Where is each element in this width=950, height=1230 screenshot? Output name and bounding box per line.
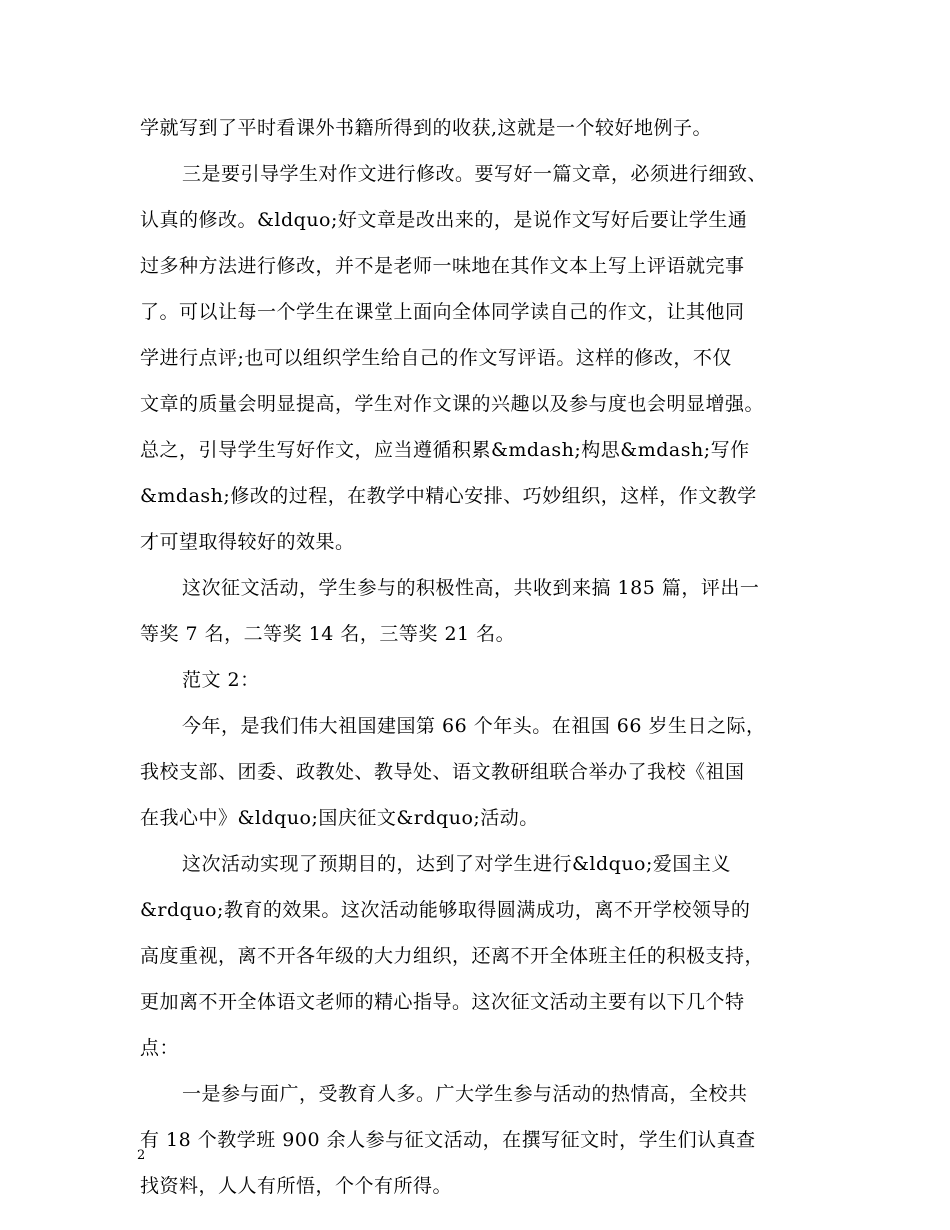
body-text-line: 文章的质量会明显提高，学生对作文课的兴趣以及参与度也会明显增强。 <box>140 393 765 415</box>
body-text-line: 有 18 个教学班 900 余人参与征文活动，在撰写征文时，学生们认真查 <box>140 1129 756 1151</box>
body-text-line: 更加离不开全体语文老师的精心指导。这次征文活动主要有以下几个特 <box>140 991 745 1013</box>
body-text-line: 在我心中》&ldquo;国庆征文&rdquo;活动。 <box>140 807 539 829</box>
body-text-line: 学就写到了平时看课外书籍所得到的收获,这就是一个较好地例子。 <box>140 117 713 139</box>
body-text-line: 我校支部、团委、政教处、教导处、语文教研组联合举办了我校《祖国 <box>140 761 745 783</box>
body-text-line: 等奖 7 名，二等奖 14 名，三等奖 21 名。 <box>140 623 516 645</box>
body-text-line: 点： <box>140 1037 180 1059</box>
page-number: 2 <box>137 1148 146 1163</box>
body-text-line: 认真的修改。&ldquo;好文章是改出来的，是说作文写好后要让学生通 <box>140 209 748 231</box>
section-heading: 范文 2： <box>182 669 260 691</box>
body-text-line: 一是参与面广，受教育人多。广大学生参与活动的热情高，全校共 <box>182 1083 748 1105</box>
body-text-line: 三是要引导学生对作文进行修改。要写好一篇文章，必须进行细致、 <box>182 163 768 185</box>
body-text-line: 学进行点评;也可以组织学生给自己的作文写评语。这样的修改，不仅 <box>140 347 732 369</box>
body-text-line: &mdash;修改的过程，在教学中精心安排、巧妙组织，这样，作文教学 <box>140 485 757 507</box>
body-text-line: 才可望取得较好的效果。 <box>140 531 355 553</box>
body-text-line: 今年，是我们伟大祖国建国第 66 个年头。在祖国 66 岁生日之际， <box>182 715 766 737</box>
body-text-line: 了。可以让每一个学生在课堂上面向全体同学读自己的作文，让其他同 <box>140 301 745 323</box>
body-text-line: 过多种方法进行修改，并不是老师一味地在其作文本上写上评语就完事 <box>140 255 745 277</box>
body-text-line: 这次征文活动，学生参与的积极性高，共收到来搞 185 篇，评出一 <box>182 577 760 599</box>
body-text-line: 这次活动实现了预期目的，达到了对学生进行&ldquo;爱国主义 <box>182 853 731 875</box>
body-text-line: 找资料，人人有所悟，个个有所得。 <box>140 1175 453 1197</box>
body-text-line: &rdquo;教育的效果。这次活动能够取得圆满成功，离不开学校领导的 <box>140 899 751 921</box>
body-text-line: 高度重视，离不开各年级的大力组织，还离不开全体班主任的积极支持， <box>140 945 765 967</box>
body-text-line: 总之，引导学生写好作文，应当遵循积累&mdash;构思&mdash;写作 <box>140 439 750 461</box>
